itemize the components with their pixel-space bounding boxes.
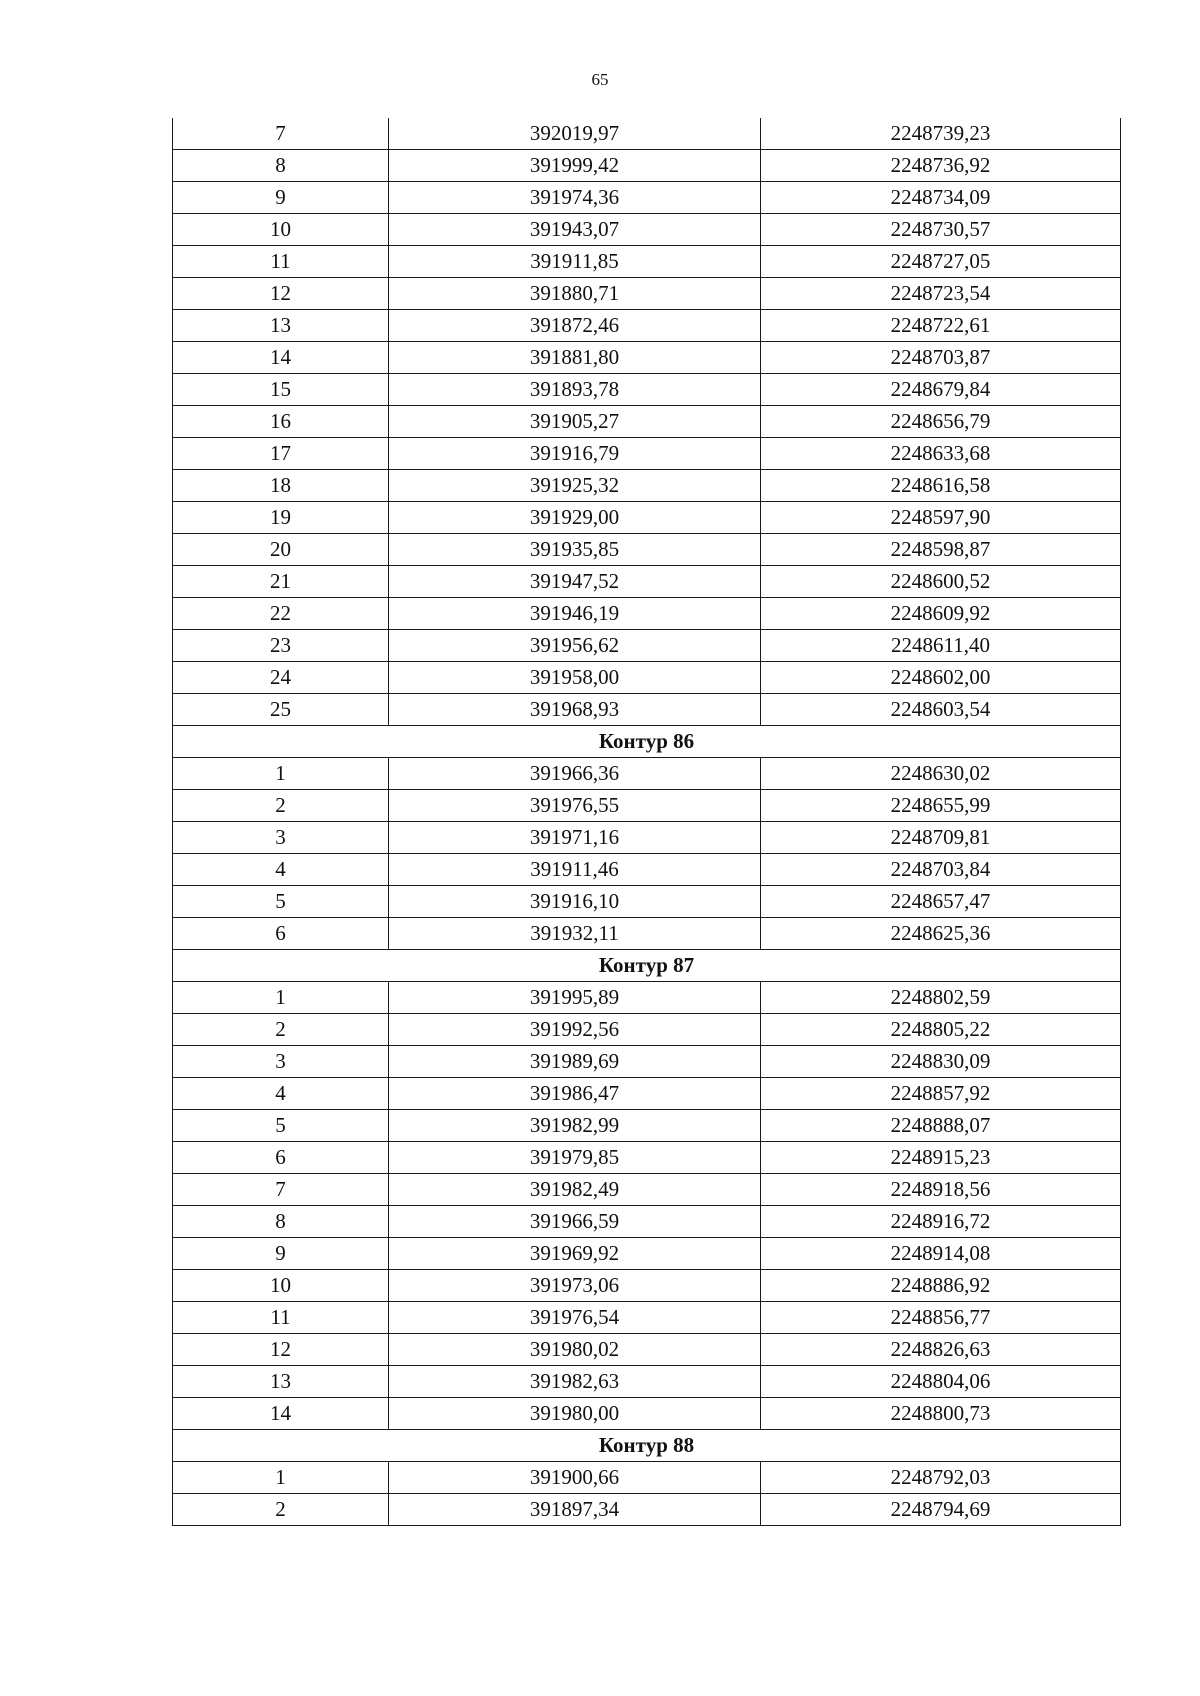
y-coordinate-cell: 2248703,87 [761, 342, 1121, 374]
x-coordinate-cell: 391973,06 [389, 1270, 761, 1302]
point-number-cell: 2 [173, 1494, 389, 1526]
point-number-cell: 1 [173, 1462, 389, 1494]
x-coordinate-cell: 391976,55 [389, 790, 761, 822]
x-coordinate-cell: 391969,92 [389, 1238, 761, 1270]
y-coordinate-cell: 2248727,05 [761, 246, 1121, 278]
y-coordinate-cell: 2248800,73 [761, 1398, 1121, 1430]
x-coordinate-cell: 391943,07 [389, 214, 761, 246]
table-row [173, 1494, 1121, 1526]
point-number-cell: 10 [173, 1270, 389, 1302]
y-coordinate-cell: 2248730,57 [761, 214, 1121, 246]
y-coordinate-cell: 2248792,03 [761, 1462, 1121, 1494]
x-coordinate-cell: 392019,97 [389, 118, 761, 150]
point-number-cell: 18 [173, 470, 389, 502]
table-row [173, 1174, 1121, 1206]
coordinates-table-body [173, 118, 1121, 1526]
table-row [173, 470, 1121, 502]
point-number-cell: 23 [173, 630, 389, 662]
point-number-cell: 13 [173, 1366, 389, 1398]
point-number-cell: 7 [173, 1174, 389, 1206]
y-coordinate-cell: 2248703,84 [761, 854, 1121, 886]
x-coordinate-cell: 391966,36 [389, 758, 761, 790]
y-coordinate-cell: 2248722,61 [761, 310, 1121, 342]
y-coordinate-cell: 2248915,23 [761, 1142, 1121, 1174]
y-coordinate-cell: 2248914,08 [761, 1238, 1121, 1270]
table-row [173, 918, 1121, 950]
x-coordinate-cell: 391932,11 [389, 918, 761, 950]
x-coordinate-cell: 391992,56 [389, 1014, 761, 1046]
table-row [173, 1366, 1121, 1398]
point-number-cell: 1 [173, 758, 389, 790]
table-row [173, 598, 1121, 630]
y-coordinate-cell: 2248598,87 [761, 534, 1121, 566]
x-coordinate-cell: 391947,52 [389, 566, 761, 598]
section-row [173, 726, 1121, 758]
y-coordinate-cell: 2248918,56 [761, 1174, 1121, 1206]
y-coordinate-cell: 2248916,72 [761, 1206, 1121, 1238]
point-number-cell: 19 [173, 502, 389, 534]
table-row [173, 1078, 1121, 1110]
table-row [173, 982, 1121, 1014]
x-coordinate-cell: 391925,32 [389, 470, 761, 502]
x-coordinate-cell: 391905,27 [389, 406, 761, 438]
x-coordinate-cell: 391897,34 [389, 1494, 761, 1526]
y-coordinate-cell: 2248804,06 [761, 1366, 1121, 1398]
x-coordinate-cell: 391935,85 [389, 534, 761, 566]
table-row [173, 790, 1121, 822]
table-row [173, 1142, 1121, 1174]
table-row [173, 406, 1121, 438]
point-number-cell: 10 [173, 214, 389, 246]
table-row [173, 1398, 1121, 1430]
x-coordinate-cell: 391999,42 [389, 150, 761, 182]
point-number-cell: 9 [173, 1238, 389, 1270]
y-coordinate-cell: 2248611,40 [761, 630, 1121, 662]
y-coordinate-cell: 2248734,09 [761, 182, 1121, 214]
point-number-cell: 5 [173, 1110, 389, 1142]
table-row [173, 342, 1121, 374]
x-coordinate-cell: 391946,19 [389, 598, 761, 630]
y-coordinate-cell: 2248857,92 [761, 1078, 1121, 1110]
x-coordinate-cell: 391916,79 [389, 438, 761, 470]
table-row [173, 758, 1121, 790]
page-number: 65 [591, 70, 609, 89]
y-coordinate-cell: 2248830,09 [761, 1046, 1121, 1078]
point-number-cell: 24 [173, 662, 389, 694]
table-row [173, 118, 1121, 150]
coordinates-table [172, 118, 1121, 1526]
point-number-cell: 15 [173, 374, 389, 406]
point-number-cell: 12 [173, 1334, 389, 1366]
x-coordinate-cell: 391974,36 [389, 182, 761, 214]
x-coordinate-cell: 391995,89 [389, 982, 761, 1014]
section-title: Контур 86 [173, 726, 1121, 758]
y-coordinate-cell: 2248656,79 [761, 406, 1121, 438]
point-number-cell: 6 [173, 1142, 389, 1174]
x-coordinate-cell: 391982,63 [389, 1366, 761, 1398]
y-coordinate-cell: 2248856,77 [761, 1302, 1121, 1334]
x-coordinate-cell: 391980,02 [389, 1334, 761, 1366]
table-row [173, 1206, 1121, 1238]
point-number-cell: 21 [173, 566, 389, 598]
y-coordinate-cell: 2248723,54 [761, 278, 1121, 310]
x-coordinate-cell: 391989,69 [389, 1046, 761, 1078]
y-coordinate-cell: 2248802,59 [761, 982, 1121, 1014]
y-coordinate-cell: 2248679,84 [761, 374, 1121, 406]
section-row [173, 950, 1121, 982]
point-number-cell: 14 [173, 342, 389, 374]
x-coordinate-cell: 391893,78 [389, 374, 761, 406]
point-number-cell: 2 [173, 790, 389, 822]
x-coordinate-cell: 391982,99 [389, 1110, 761, 1142]
x-coordinate-cell: 391929,00 [389, 502, 761, 534]
x-coordinate-cell: 391982,49 [389, 1174, 761, 1206]
point-number-cell: 5 [173, 886, 389, 918]
table-row [173, 278, 1121, 310]
point-number-cell: 8 [173, 1206, 389, 1238]
point-number-cell: 4 [173, 854, 389, 886]
y-coordinate-cell: 2248630,02 [761, 758, 1121, 790]
x-coordinate-cell: 391900,66 [389, 1462, 761, 1494]
x-coordinate-cell: 391986,47 [389, 1078, 761, 1110]
y-coordinate-cell: 2248600,52 [761, 566, 1121, 598]
x-coordinate-cell: 391880,71 [389, 278, 761, 310]
y-coordinate-cell: 2248657,47 [761, 886, 1121, 918]
y-coordinate-cell: 2248603,54 [761, 694, 1121, 726]
point-number-cell: 2 [173, 1014, 389, 1046]
table-row [173, 1462, 1121, 1494]
y-coordinate-cell: 2248736,92 [761, 150, 1121, 182]
table-row [173, 566, 1121, 598]
y-coordinate-cell: 2248709,81 [761, 822, 1121, 854]
point-number-cell: 11 [173, 1302, 389, 1334]
point-number-cell: 25 [173, 694, 389, 726]
table-row [173, 822, 1121, 854]
table-row [173, 1302, 1121, 1334]
table-row [173, 150, 1121, 182]
table-row [173, 1334, 1121, 1366]
y-coordinate-cell: 2248794,69 [761, 1494, 1121, 1526]
y-coordinate-cell: 2248888,07 [761, 1110, 1121, 1142]
point-number-cell: 3 [173, 822, 389, 854]
y-coordinate-cell: 2248609,92 [761, 598, 1121, 630]
x-coordinate-cell: 391881,80 [389, 342, 761, 374]
table-row [173, 630, 1121, 662]
table-row [173, 374, 1121, 406]
x-coordinate-cell: 391968,93 [389, 694, 761, 726]
point-number-cell: 3 [173, 1046, 389, 1078]
x-coordinate-cell: 391980,00 [389, 1398, 761, 1430]
point-number-cell: 16 [173, 406, 389, 438]
table-row [173, 694, 1121, 726]
x-coordinate-cell: 391916,10 [389, 886, 761, 918]
point-number-cell: 20 [173, 534, 389, 566]
section-title: Контур 88 [173, 1430, 1121, 1462]
table-row [173, 854, 1121, 886]
x-coordinate-cell: 391979,85 [389, 1142, 761, 1174]
y-coordinate-cell: 2248886,92 [761, 1270, 1121, 1302]
point-number-cell: 11 [173, 246, 389, 278]
point-number-cell: 14 [173, 1398, 389, 1430]
y-coordinate-cell: 2248805,22 [761, 1014, 1121, 1046]
point-number-cell: 9 [173, 182, 389, 214]
y-coordinate-cell: 2248633,68 [761, 438, 1121, 470]
point-number-cell: 8 [173, 150, 389, 182]
table-row [173, 662, 1121, 694]
point-number-cell: 1 [173, 982, 389, 1014]
x-coordinate-cell: 391872,46 [389, 310, 761, 342]
y-coordinate-cell: 2248616,58 [761, 470, 1121, 502]
table-row [173, 886, 1121, 918]
section-title: Контур 87 [173, 950, 1121, 982]
table-row [173, 1046, 1121, 1078]
table-row [173, 502, 1121, 534]
y-coordinate-cell: 2248625,36 [761, 918, 1121, 950]
table-row [173, 1270, 1121, 1302]
table-row [173, 182, 1121, 214]
x-coordinate-cell: 391911,46 [389, 854, 761, 886]
point-number-cell: 4 [173, 1078, 389, 1110]
y-coordinate-cell: 2248739,23 [761, 118, 1121, 150]
y-coordinate-cell: 2248826,63 [761, 1334, 1121, 1366]
table-row [173, 310, 1121, 342]
point-number-cell: 22 [173, 598, 389, 630]
section-row [173, 1430, 1121, 1462]
x-coordinate-cell: 391956,62 [389, 630, 761, 662]
x-coordinate-cell: 391976,54 [389, 1302, 761, 1334]
y-coordinate-cell: 2248602,00 [761, 662, 1121, 694]
point-number-cell: 17 [173, 438, 389, 470]
table-row [173, 246, 1121, 278]
point-number-cell: 6 [173, 918, 389, 950]
y-coordinate-cell: 2248655,99 [761, 790, 1121, 822]
table-row [173, 534, 1121, 566]
point-number-cell: 7 [173, 118, 389, 150]
table-row [173, 214, 1121, 246]
table-row [173, 1014, 1121, 1046]
x-coordinate-cell: 391966,59 [389, 1206, 761, 1238]
table-row [173, 438, 1121, 470]
table-row [173, 1238, 1121, 1270]
x-coordinate-cell: 391911,85 [389, 246, 761, 278]
y-coordinate-cell: 2248597,90 [761, 502, 1121, 534]
x-coordinate-cell: 391971,16 [389, 822, 761, 854]
point-number-cell: 13 [173, 310, 389, 342]
x-coordinate-cell: 391958,00 [389, 662, 761, 694]
table-row [173, 1110, 1121, 1142]
point-number-cell: 12 [173, 278, 389, 310]
